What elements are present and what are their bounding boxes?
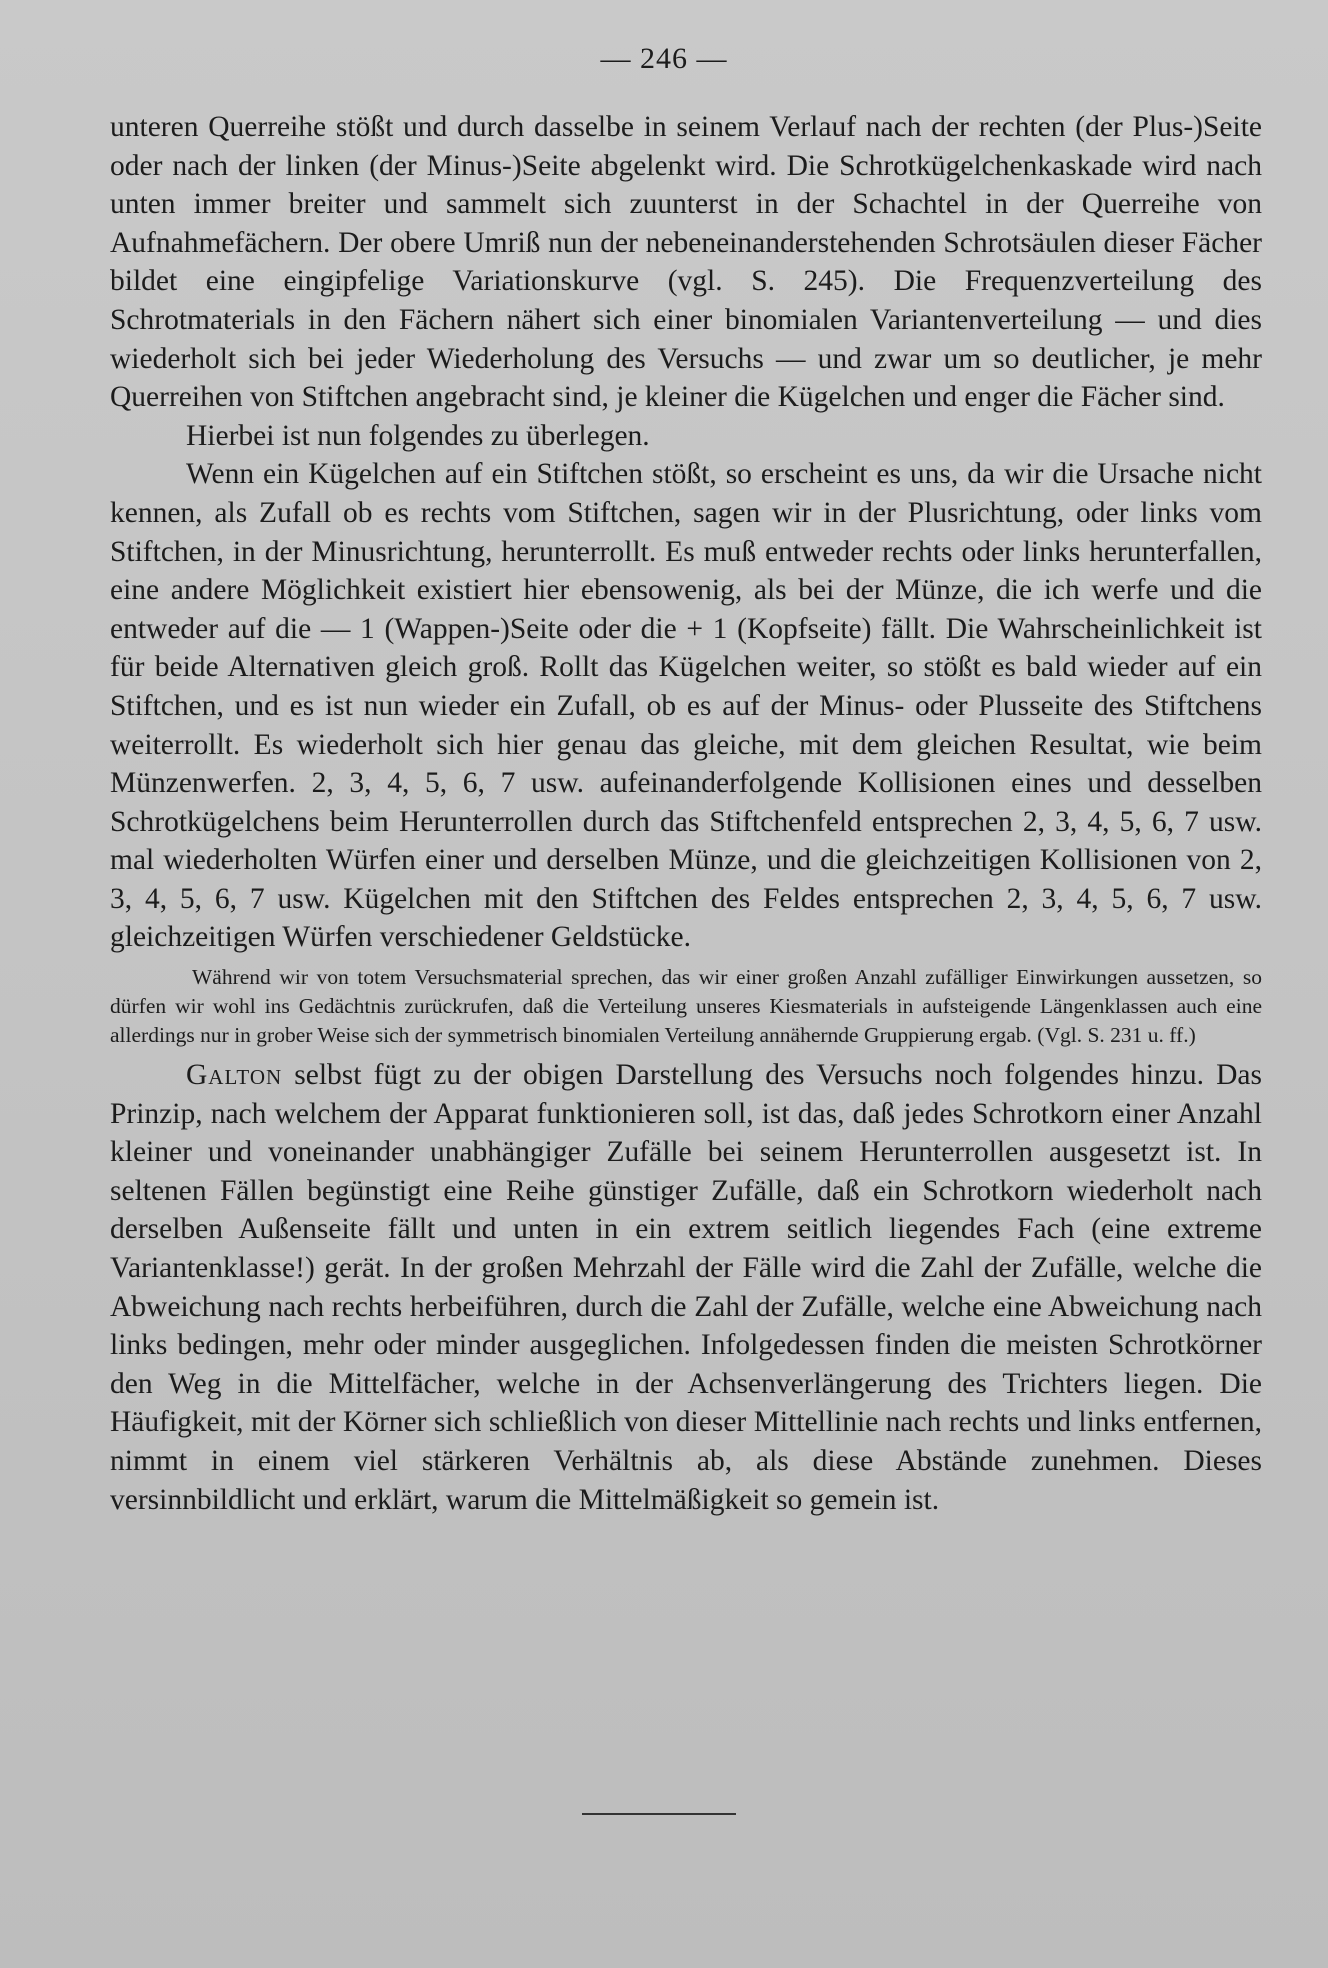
paragraph-galton-text: selbst fügt zu der obigen Darstellung des Versuchs noch folgendes hinzu. Das Prinzip, nach welchem der Apparat funktionieren soll, ist das, daß jedes Schrotkorn einer Anzahl kleiner und voneinander unabhängiger Zufälle bei seinem Herunterrollen ausgesetzt ist. In seltenen Fällen begünstigt eine Reihe günstiger Zufälle, daß ein Schrotkorn wiederholt nach derselben Außenseite fällt und unten in ein extrem seitlich liegendes Fach (eine extreme Variantenklasse!) gerät. In der großen Mehrzahl der Fälle wird die Zahl der Zufälle, welche die Abweichung nach rechts herbeiführen, durch die Zahl der Zufälle, welche eine Abweichung nach links bedingen, mehr oder minder ausgeglichen. Infolgedessen finden die meisten Schrotkörner den Weg in die Mittelfächer, welche in der Achsenverlängerung des Trichters liegen. Die Häufigkeit, mit der Körner sich schließlich von dieser Mittellinie nach rechts und links entfernen, nimmt in einem viel stärkeren Verhältnis ab, als diese Abstände zunehmen. Dieses versinnbildlicht und erklärt, warum die Mittelmäßigkeit so gemein ist. <box>110 1059 1262 1516</box>
paragraph-continuation: unteren Querreihe stößt und durch dasselbe in seinem Verlauf nach der rechten (der Plus-)Seite oder nach der linken (der Minus-)Seite abgelenkt wird. Die Schrotkügelchenkaskade wird nach unten immer breiter und sammelt sich zuunterst in der Schachtel in der Querreihe von Aufnahmefächern. Der obere Umriß nun der nebeneinanderstehenden Schrotsäulen dieser Fächer bildet eine eingipfelige Variationskurve (vgl. S. 245). Die Frequenzverteilung des Schrotmaterials in den Fächern nähert sich einer binomialen Variantenverteilung — und dies wiederholt sich bei jeder Wiederholung des Versuchs — und zwar um so deutlicher, je mehr Querreihen von Stiftchen angebracht sind, je kleiner die Kügelchen und enger die Fächer sind. <box>110 111 1262 414</box>
page-number: — 246 — <box>600 42 728 75</box>
footnote-remark: Während wir von totem Versuchsmaterial sprechen, das wir einer großen Anzahl zufälliger Einwirkungen aussetzen, so dürfen wir wohl ins Gedächtnis zurückrufen, daß die Verteilung unseres Kiesmaterials in aufsteigende Längenklassen auch eine allerdings nur in grober Weise sich der symmetrisch binomialen Verteilung annähernde Gruppierung ergab. (Vgl. S. 231 u. ff.) <box>110 965 1262 1048</box>
paragraph-galton <box>110 1056 1262 1519</box>
author-name-galton: Galton <box>186 1059 283 1092</box>
paragraph-coin-analogy: Wenn ein Kügelchen auf ein Stiftchen stößt, so erscheint es uns, da wir die Ursache nicht kennen, als Zufall ob es rechts vom Stiftchen, sagen wir in der Plusrichtung, oder links vom Stiftchen, in der Minusrichtung, herunterrollt. Es muß entweder rechts oder links herunterfallen, eine andere Möglichkeit existiert hier ebensowenig, als bei der Münze, die ich werfe und die entweder auf die — 1 (Wappen-)Seite oder die + 1 (Kopfseite) fällt. Die Wahrscheinlichkeit ist für beide Alternativen gleich groß. Rollt das Kügelchen weiter, so stößt es bald wieder auf ein Stiftchen, und es ist nun wieder ein Zufall, ob es auf der Minus- oder Plusseite des Stiftchens weiterrollt. Es wiederholt sich hier genau das gleiche, mit dem gleichen Resultat, wie beim Münzenwerfen. 2, 3, 4, 5, 6, 7 usw. aufeinanderfolgende Kollisionen eines und desselben Schrotkügelchens beim Herunterrollen durch das Stiftchenfeld entsprechen 2, 3, 4, 5, 6, 7 usw. mal wiederholten Würfen einer und derselben Münze, und die gleichzeitigen Kollisionen von 2, 3, 4, 5, 6, 7 usw. Kügelchen mit den Stiftchen des Feldes entsprechen 2, 3, 4, 5, 6, 7 usw. gleichzeitigen Würfen verschiedener Geldstücke. <box>110 458 1262 954</box>
end-rule-divider <box>582 1813 736 1815</box>
page-body <box>110 108 1262 1519</box>
paragraph-consideration: Hierbei ist nun folgendes zu überlegen. <box>186 419 650 452</box>
